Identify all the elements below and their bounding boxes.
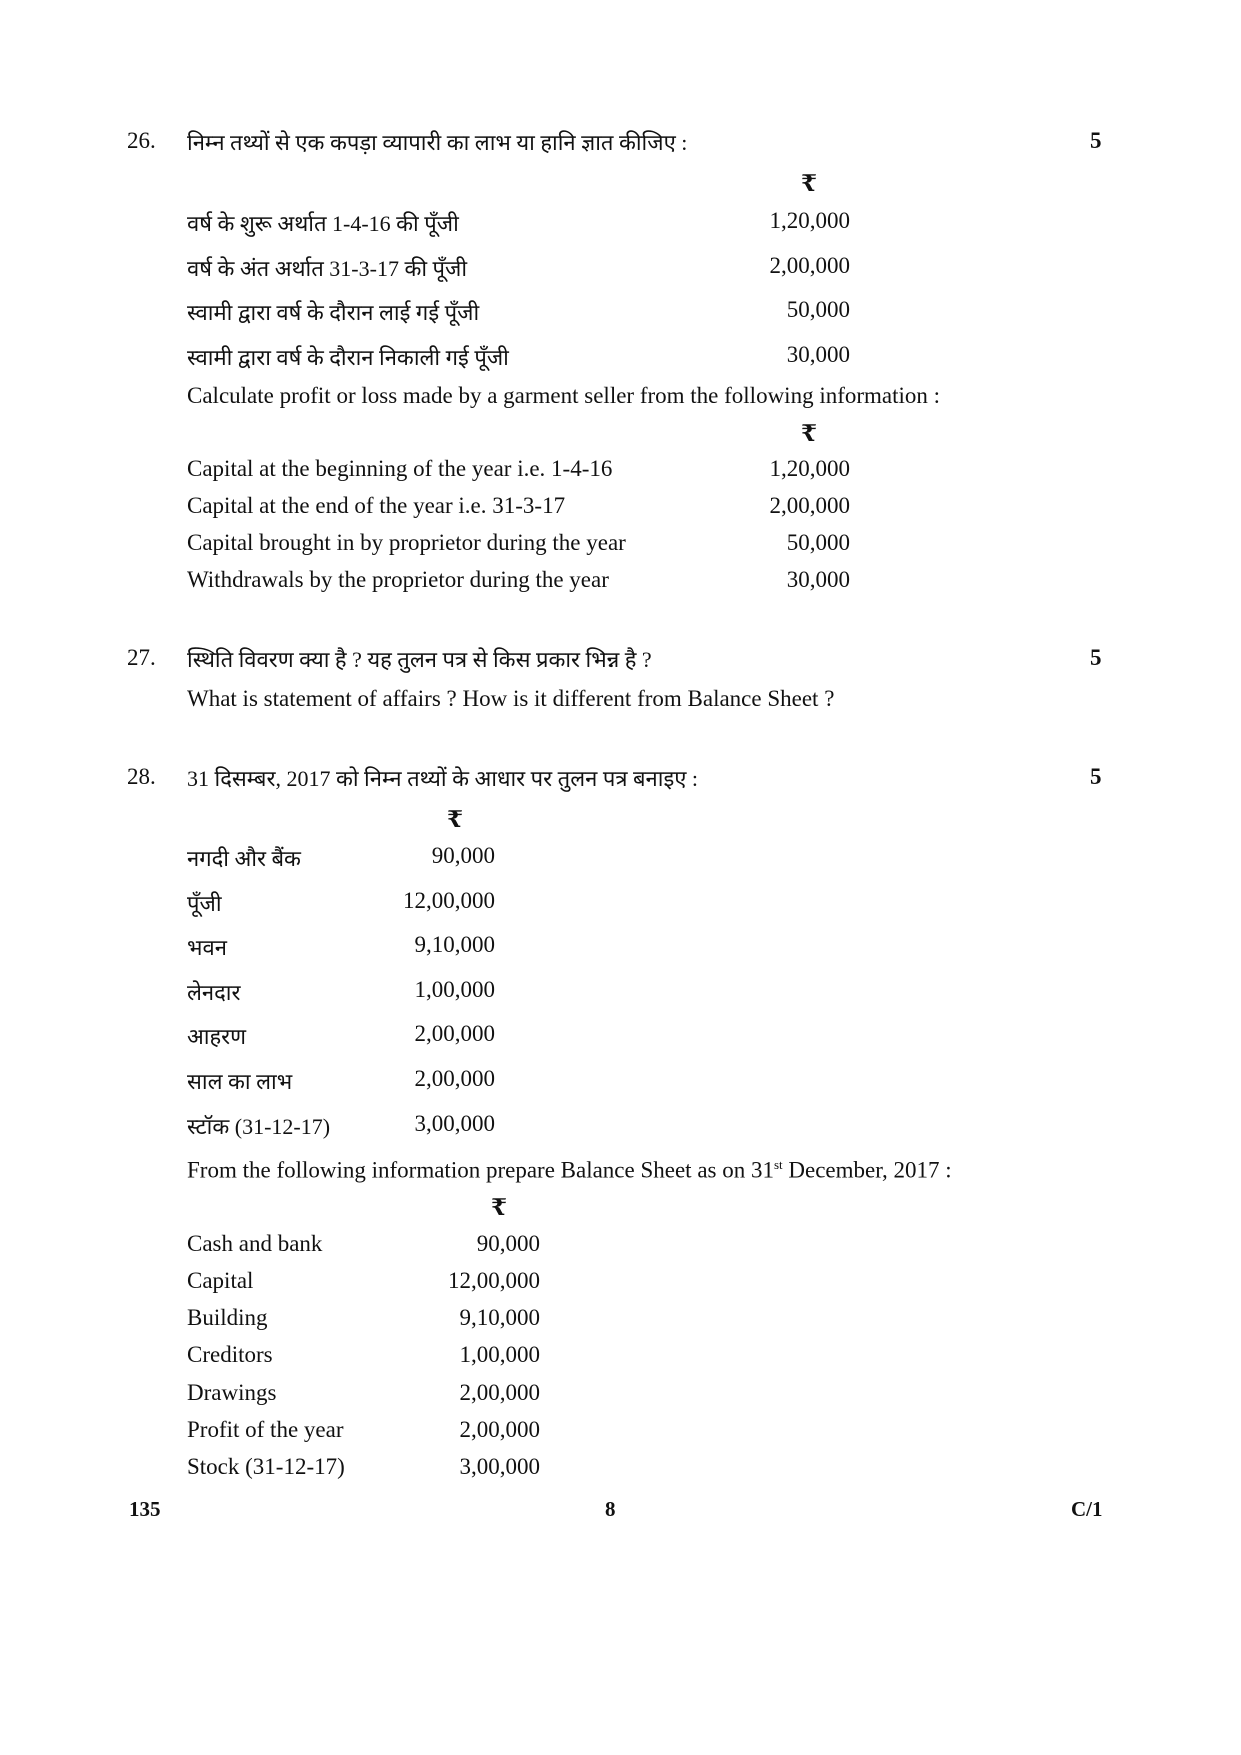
question-prompt-english: What is statement of affairs ? How is it different from Balance Sheet ? — [187, 686, 835, 711]
row-label: Capital at the beginning of the year i.e. 1-4-16 — [187, 456, 613, 481]
question-number: 28. — [127, 764, 156, 789]
row-amount: 30,000 — [786, 342, 850, 367]
row-label: पूँजी — [187, 891, 222, 916]
row-label: नगदी और बैंक — [187, 846, 301, 871]
question-marks: 5 — [1090, 645, 1102, 670]
row-amount: 1,20,000 — [769, 456, 850, 481]
row-label: Drawings — [187, 1380, 277, 1405]
row-amount: 2,00,000 — [459, 1380, 540, 1405]
row-amount: 12,00,000 — [403, 888, 495, 913]
question-prompt-hindi: 31 दिसम्बर, 2017 को निम्न तथ्यों के आधार पर तुलन पत्र बनाइए : — [187, 766, 699, 791]
prompt-text: December, 2017 : — [782, 1157, 952, 1183]
row-label: Capital — [187, 1268, 254, 1293]
row-label: Capital at the end of the year i.e. 31-3-17 — [187, 493, 566, 518]
question-prompt-hindi: निम्न तथ्यों से एक कपड़ा व्यापारी का लाभ या हानि ज्ञात कीजिए : — [187, 130, 688, 155]
row-amount: 2,00,000 — [769, 493, 850, 518]
row-label: Capital brought in by proprietor during the year — [187, 530, 626, 555]
question-marks: 5 — [1090, 128, 1102, 153]
row-amount: 3,00,000 — [414, 1111, 495, 1136]
currency-symbol: ₹ — [801, 421, 818, 446]
question-number: 27. — [127, 645, 156, 670]
row-label: स्वामी द्वारा वर्ष के दौरान लाई गई पूँजी — [187, 300, 480, 325]
question-prompt-english: Calculate profit or loss made by a garment seller from the following information : — [187, 383, 941, 408]
row-amount: 2,00,000 — [414, 1021, 495, 1046]
currency-symbol: ₹ — [447, 807, 464, 832]
page-number: 8 — [605, 1497, 616, 1521]
row-label: Creditors — [187, 1342, 273, 1367]
question-number: 26. — [127, 128, 156, 153]
row-label: भवन — [187, 935, 227, 960]
row-label: स्टॉक (31-12-17) — [187, 1114, 331, 1139]
set-code: C/1 — [1071, 1497, 1103, 1521]
row-label: Withdrawals by the proprietor during the year — [187, 567, 609, 592]
row-amount: 1,00,000 — [414, 977, 495, 1002]
row-amount: 30,000 — [786, 567, 850, 592]
row-amount: 9,10,000 — [414, 932, 495, 957]
row-label: Stock (31-12-17) — [187, 1454, 345, 1479]
row-amount: 9,10,000 — [459, 1305, 540, 1330]
row-amount: 2,00,000 — [769, 253, 850, 278]
currency-symbol: ₹ — [491, 1195, 508, 1220]
question-marks: 5 — [1090, 764, 1102, 789]
prompt-text: From the following information prepare Balance Sheet as on 31 — [187, 1157, 774, 1183]
row-amount: 2,00,000 — [414, 1066, 495, 1091]
row-label: आहरण — [187, 1024, 247, 1049]
row-amount: 50,000 — [786, 297, 850, 322]
paper-code: 135 — [129, 1497, 161, 1521]
row-label: Cash and bank — [187, 1231, 323, 1256]
row-amount: 1,00,000 — [459, 1342, 540, 1367]
row-label: साल का लाभ — [187, 1069, 293, 1094]
currency-symbol: ₹ — [801, 171, 818, 196]
question-prompt-hindi: स्थिति विवरण क्या है ? यह तुलन पत्र से किस प्रकार भिन्न है ? — [187, 647, 652, 672]
row-label: लेनदार — [187, 980, 241, 1005]
row-label: Profit of the year — [187, 1417, 344, 1442]
row-amount: 90,000 — [431, 843, 495, 868]
row-amount: 3,00,000 — [459, 1454, 540, 1479]
question-prompt-english — [187, 1157, 952, 1184]
row-label: Building — [187, 1305, 268, 1330]
row-label: वर्ष के शुरू अर्थात 1-4-16 की पूँजी — [187, 211, 459, 236]
ordinal-suffix: st — [773, 1157, 783, 1172]
row-amount: 50,000 — [786, 530, 850, 555]
row-amount: 90,000 — [476, 1231, 540, 1256]
row-label: स्वामी द्वारा वर्ष के दौरान निकाली गई पूँजी — [187, 345, 509, 370]
row-amount: 1,20,000 — [769, 208, 850, 233]
row-amount: 12,00,000 — [448, 1268, 540, 1293]
row-label: वर्ष के अंत अर्थात 31-3-17 की पूँजी — [187, 256, 468, 281]
row-amount: 2,00,000 — [459, 1417, 540, 1442]
